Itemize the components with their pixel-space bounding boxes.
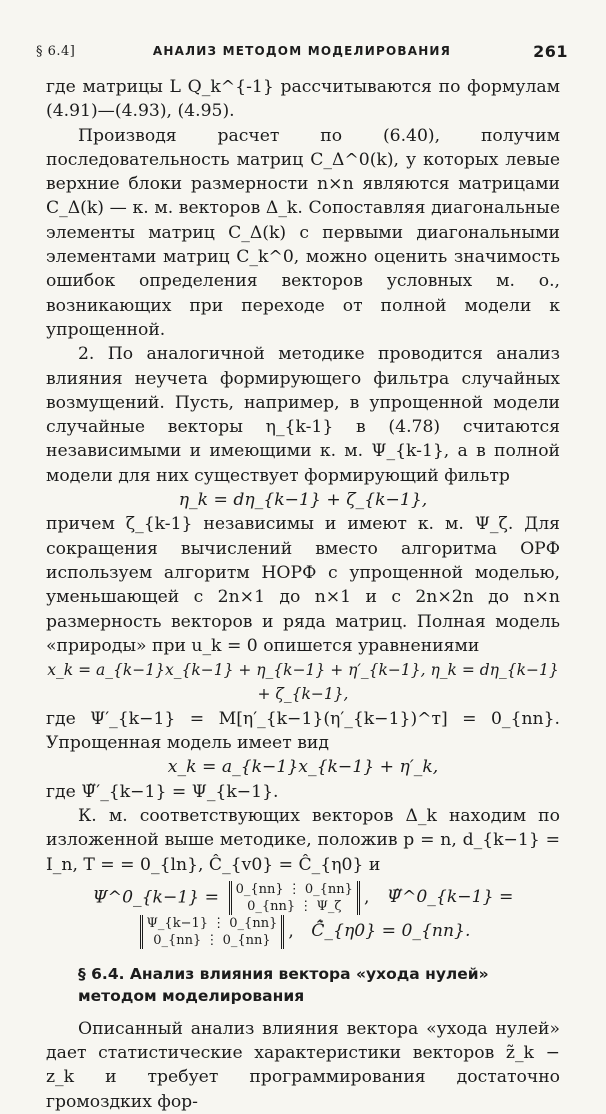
section-reference: § 6.4] (36, 44, 76, 59)
running-header (36, 44, 568, 66)
paragraph-3: 2. По аналогичной методике проводится анализ влияния неучета формирующего фильтра случайных возмущений. Пусть, например, в упрощенной модели случайные векторы η_{k-1} в (4.78) считаются независимыми и имеющими к. м. Ψ_{k-1}, а в полной модели для них существует формирующий фильтр (46, 344, 560, 486)
block-matrix-1: 0_{nn} ⋮ 0_{nn} 0_{nn} ⋮ Ψ_ζ (229, 881, 360, 915)
m2-cell-21: 0_{nn} (153, 932, 202, 948)
equation-1: η_k = dη_{k−1} + ζ_{k−1}, (178, 490, 428, 511)
section-heading: § 6.4. Анализ влияния вектора «ухода нулей» методом моделирования (78, 964, 489, 1005)
m2-cell-11: Ψ_{k−1} (146, 915, 209, 931)
m1-cell-21: 0_{nn} (247, 898, 296, 914)
equation-4-rhs: C̃̂_{η0} = 0_{nn}. (311, 921, 471, 942)
paragraph-6: где Ψ̃′_{k−1} = Ψ_{k−1}. (46, 781, 279, 802)
paragraph-7: К. м. соответствующих векторов Δ_k находим по изложенной выше методике, положив p = n, d_{k−1} = I_n, T = = 0_{ln}, Ĉ_{v0} = Ĉ_{η0} и (46, 805, 560, 875)
m1-cell-12: 0_{nn} (304, 881, 353, 897)
page-number: 261 (533, 42, 568, 61)
running-title: АНАЛИЗ МЕТОДОМ МОДЕЛИРОВАНИЯ (152, 44, 452, 58)
paragraph-8: Описанный анализ влияния вектора «ухода нулей» дает статистические характеристики векторов z̃_k − z_k и требует программирования достаточно громоздких фор- (46, 1018, 560, 1112)
equation-3: x_k = a_{k−1}x_{k−1} + η′_k, (167, 757, 439, 778)
m1-cell-11: 0_{nn} (235, 881, 284, 897)
matrix-2-lhs: Ψ̃^0_{k−1} = (386, 887, 514, 908)
block-matrix-2: Ψ_{k−1} ⋮ 0_{nn} 0_{nn} ⋮ 0_{nn} (140, 915, 285, 949)
page-body (46, 75, 560, 1114)
m2-cell-12: 0_{nn} (229, 915, 278, 931)
equation-4: Ψ^0_{k−1} = 0_{nn} ⋮ 0_{nn} 0_{nn} ⋮ Ψ_ζ , Ψ̃^0_{k−1} = Ψ_{k−1} ⋮ 0_{nn} 0_{nn} ⋮ 0_{nn} , C̃̂_{η0} = 0_{nn}. (92, 881, 514, 948)
matrix-1-lhs: Ψ^0_{k−1} = (92, 887, 220, 908)
paragraph-2: Производя расчет по (6.40), получим последовательность матриц C_Δ^0(k), у которых левые верхние блоки размерности n×n являются матрицами C_Δ(k) — к. м. векторов Δ_k. Сопоставляя диагональные элементы матриц C_Δ(k) с первыми диагональными элементами матриц C_k^0, можно оценить значимость ошибок определения векторов условных м. о., возникающих при переходе от полной модели к упрощенной. (46, 125, 560, 340)
paragraph-1: где матрицы L Q_k^{-1} рассчитываются по формулам (4.91)—(4.93), (4.95). (46, 77, 560, 122)
paragraph-5: где Ψ′_{k−1} = M[η′_{k−1}(η′_{k−1})^т] = 0_{nn}. Упрощенная модель имеет вид (46, 708, 560, 754)
m2-cell-22: 0_{nn} (222, 932, 271, 948)
equation-2: x_k = a_{k−1}x_{k−1} + η_{k−1} + η′_{k−1}, η_k = dη_{k−1} + ζ_{k−1}, (47, 661, 559, 704)
m1-cell-22: Ψ_ζ (316, 898, 342, 914)
paragraph-4: причем ζ_{k-1} независимы и имеют к. м. Ψ_ζ. Для сокращения вычислений вместо алгоритма ОРФ используем алгоритм НОРФ с упрощенной моделью, уменьшающей с 2n×1 до n×1 и с 2n×2n до n×n размерность векторов и ряда матриц. Полная модель «природы» при u_k = 0 опишется уравнениями (46, 514, 560, 656)
